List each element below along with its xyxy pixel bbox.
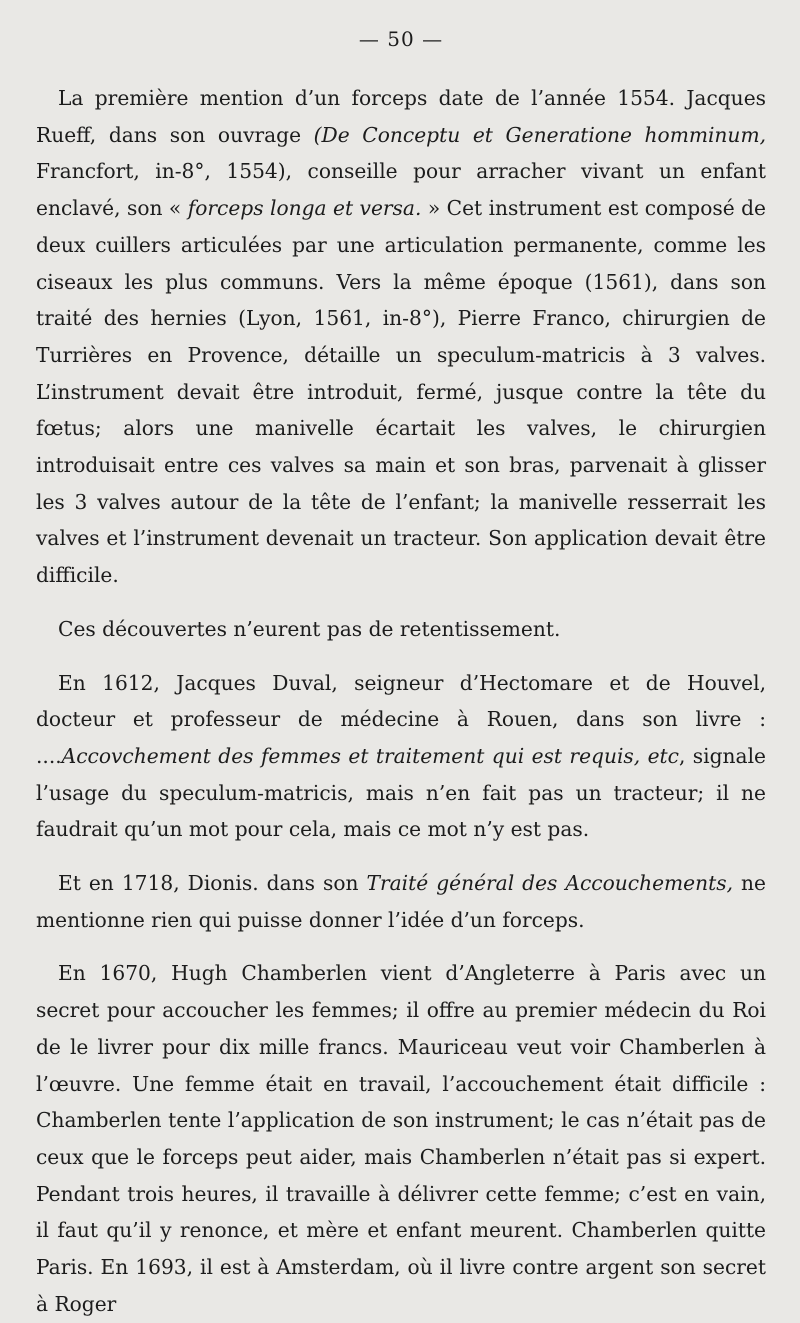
text-run: En 1612, Jacques Duval, seigneur d’Hectomare et de Houvel, docteur et professeur de médecine à Rouen, dans son livre : .... xyxy=(36,670,766,768)
text-run: Francfort, in-8°, 1554), conseille pour arracher vivant un enfant enclavé, son « xyxy=(36,159,766,221)
text-run: ne mentionne rien qui puisse donner l’idée d’un forceps. xyxy=(36,871,766,932)
italic-title: Accovchement des femmes et traitement qui est requis, etc xyxy=(61,743,679,768)
text-run: Ces découvertes n’eurent pas de retentissement. xyxy=(58,616,561,641)
paragraph-duval xyxy=(36,665,766,849)
text-run: En 1670, Hugh Chamberlen vient d’Angleterre à Paris avec un secret pour accoucher les femmes; il offre au premier médecin du Roi de le livrer pour dix mille francs. Mauriceau veut voir Chamberlen à l’œuvre. Une femme était en travail, l’accouchement était difficile : Chamberlen tente l’application de son instrument; le cas n’était pas de ceux que le forceps peut aider, mais Chamberlen n’était pas si expert. Pendant trois heures, il travaille à délivrer cette femme; c’est en vain, il faut qu’il y renonce, et mère et enfant meurent. Chamberlen quitte Paris. En 1693, il est à Amsterdam, où il livre contre argent son secret à Roger xyxy=(36,961,766,1316)
text-run: Et en 1718, Dionis. dans son xyxy=(58,871,367,896)
italic-title: (De Conceptu et Generatione homminum, xyxy=(313,122,766,147)
paragraph-rueff-franco xyxy=(36,80,766,594)
paragraph-discoveries xyxy=(36,611,766,648)
paragraph-chamberlen xyxy=(36,955,766,1322)
text-run: » Cet instrument est composé de deux cuillers articulées par une articulation permanente, comme les ciseaux les plus communs. Vers la même époque (1561), dans son traité des hernies (Lyon, 1561, in-8°), Pierre Franco, chirurgien de Turrières en Provence, détaille un speculum-matricis à 3 valves. L’instrument devait être introduit, fermé, jusque contre la tête du fœtus; alors une manivelle écartait les valves, le chirurgien introduisait entre ces valves sa main et son bras, parvenait à glisser les 3 valves autour de la tête de l’enfant; la manivelle resserrait les valves et l’instrument devenait un tracteur. Son application devait être difficile. xyxy=(36,196,767,588)
paragraph-dionis xyxy=(36,865,766,938)
page-number: — 50 — xyxy=(358,27,444,51)
text-run: , signale l’usage du speculum-matricis, mais n’en fait pas un tracteur; il ne faudrait qu’un mot pour cela, mais ce mot n’y est pas. xyxy=(36,743,766,842)
italic-quote: forceps longa et versa. xyxy=(187,196,422,221)
italic-title: Traité général des Accouchements, xyxy=(366,871,734,896)
text-run: La première mention d’un forceps date de l’année 1554. Jacques Rueff, dans son ouvrage xyxy=(36,86,766,147)
